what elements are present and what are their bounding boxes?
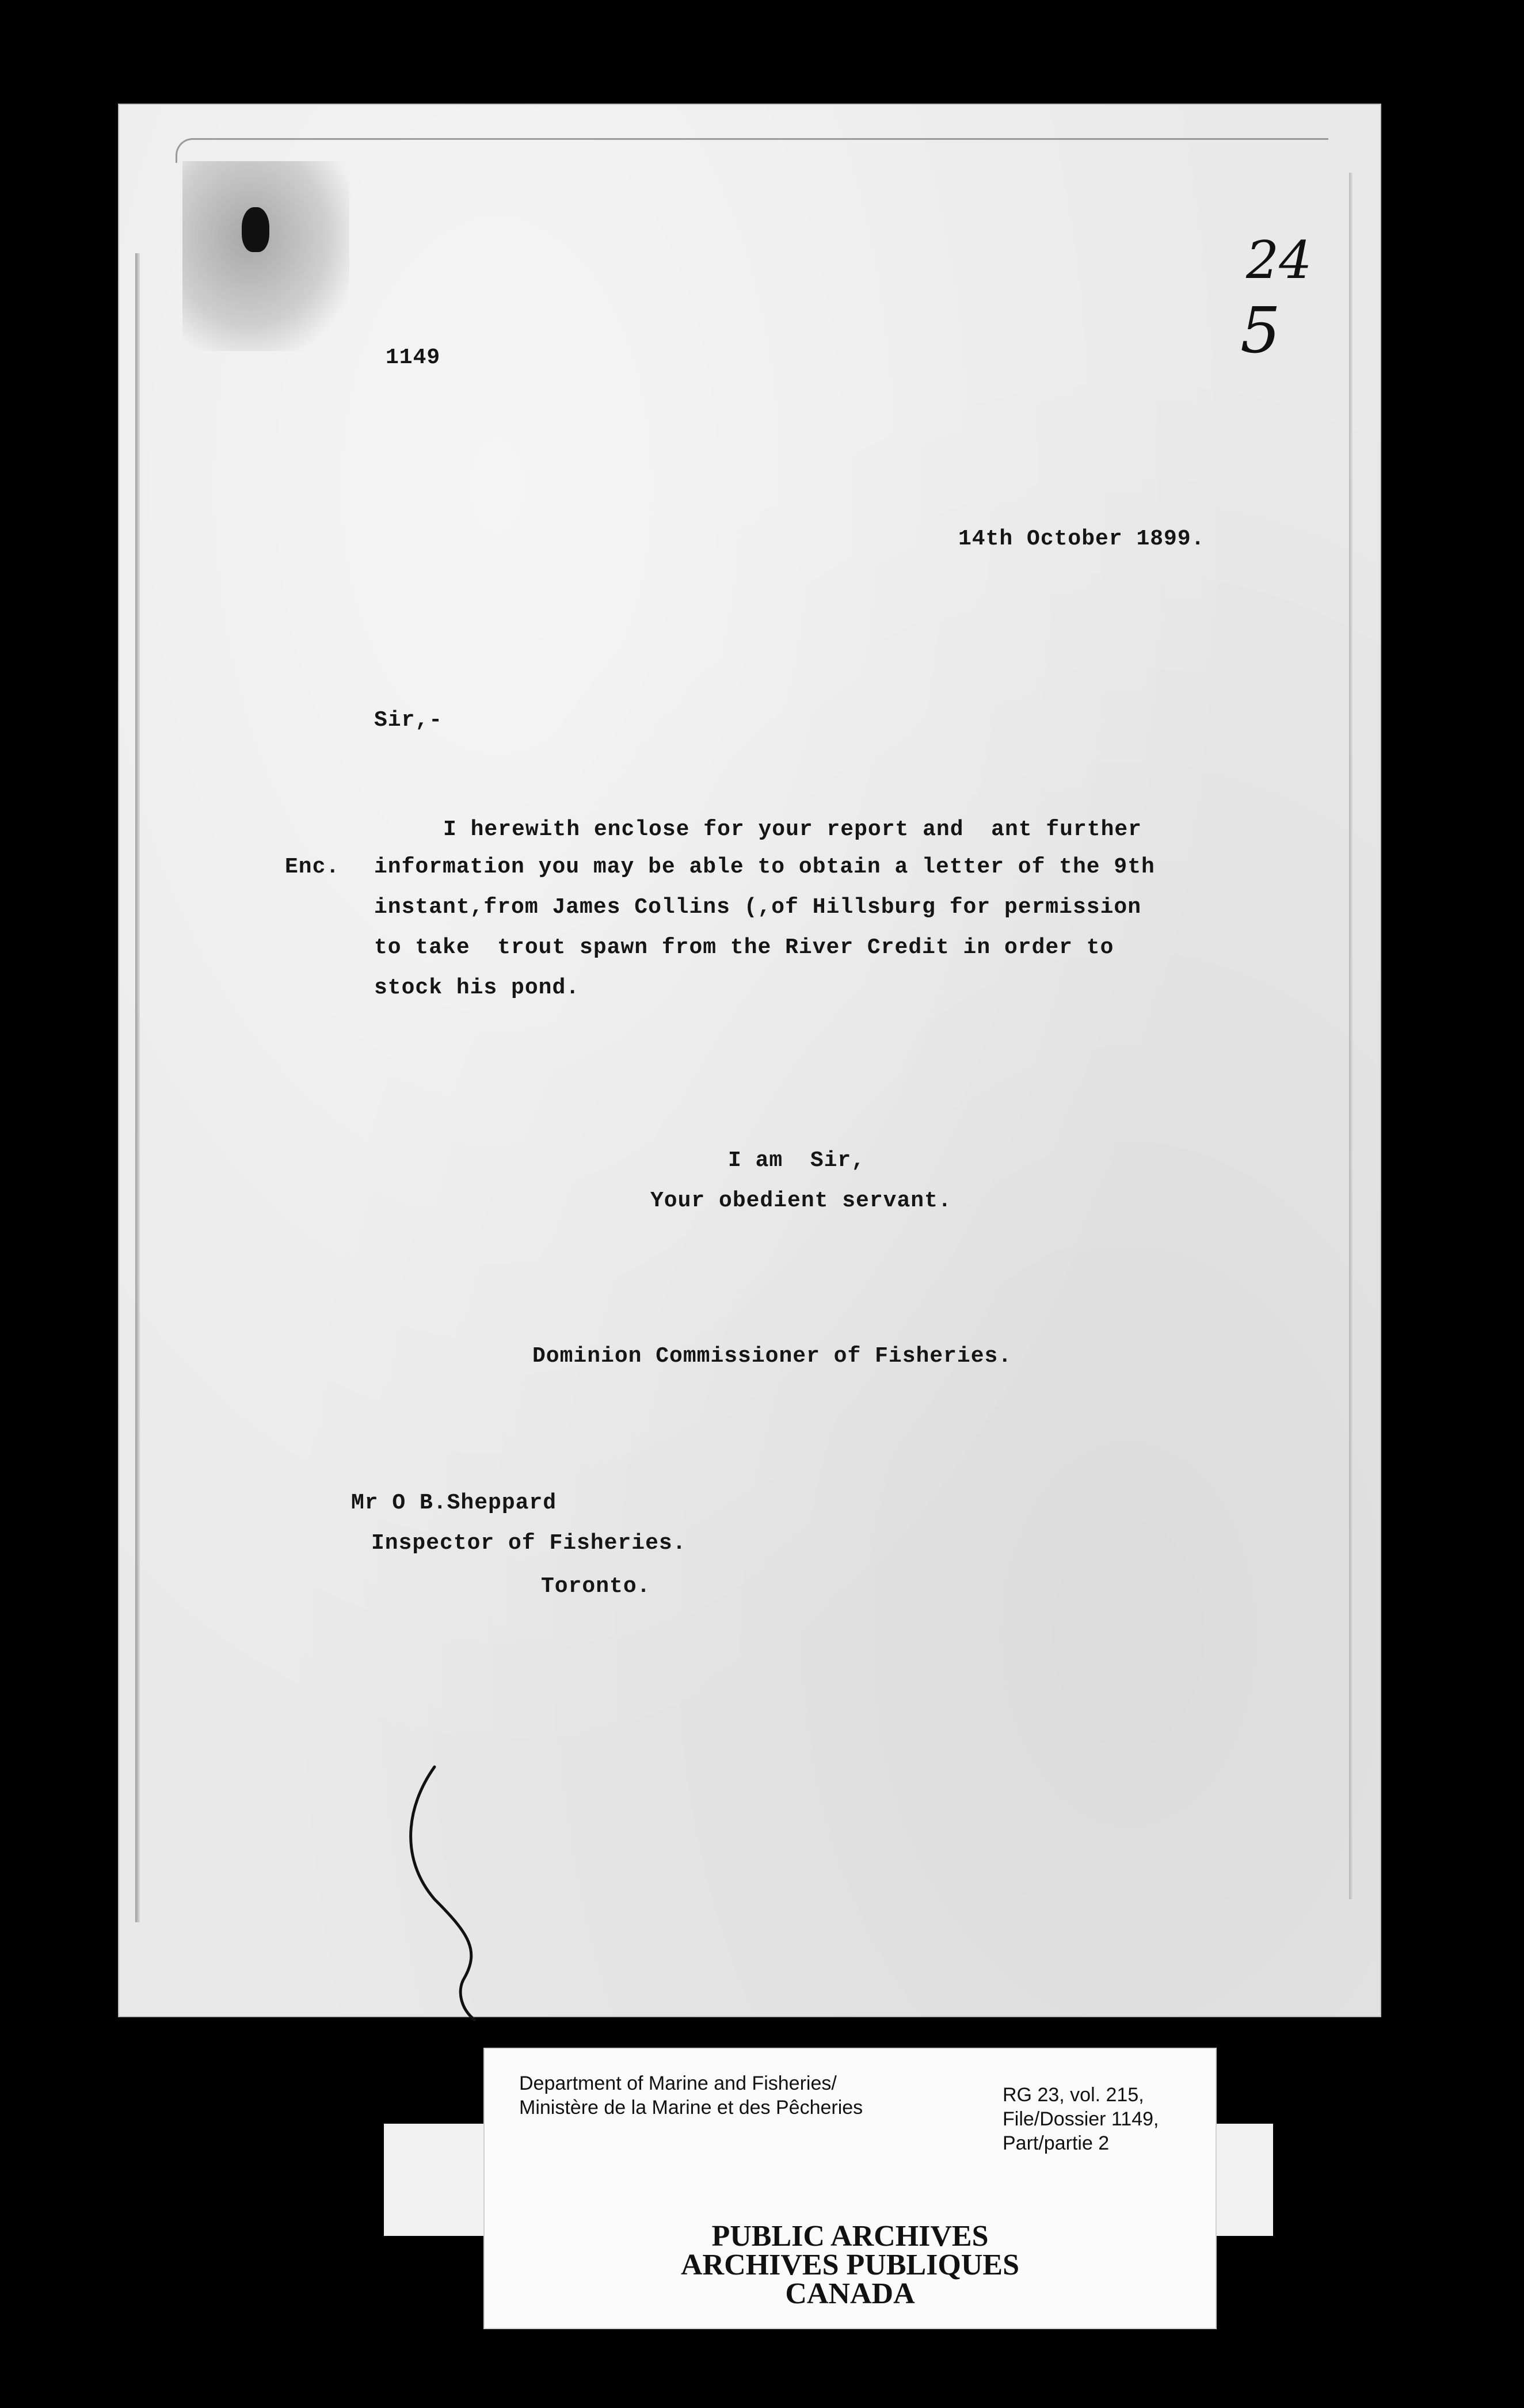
- department-en: Department of Marine and Fisheries/: [519, 2072, 837, 2094]
- page-edge-right: [1349, 173, 1352, 1899]
- page-edge-left: [135, 253, 140, 1922]
- archive-label: [485, 2049, 1216, 2328]
- body-line: to take trout spawn from the River Credit in order to: [374, 935, 1114, 960]
- archive-ref: Part/partie 2: [1003, 2132, 1110, 2154]
- closing-line: I am Sir,: [728, 1148, 866, 1173]
- ink-blot: [242, 207, 269, 252]
- letter-page: [118, 104, 1381, 2017]
- body-line: I herewith enclose for your report and ant further: [443, 817, 1142, 842]
- salutation: Sir,-: [374, 708, 443, 733]
- body-line: stock his pond.: [374, 976, 580, 1000]
- handwritten-page-number: 24: [1246, 230, 1312, 291]
- archive-ref: RG 23, vol. 215,: [1003, 2084, 1144, 2106]
- recipient-city: Toronto.: [541, 1574, 651, 1599]
- page-edge-top: [176, 138, 1328, 163]
- recipient-title: Inspector of Fisheries.: [371, 1531, 687, 1556]
- body-line: instant,from James Collins (,of Hillsburg for permission: [374, 895, 1142, 920]
- enclosure-note: Enc.: [285, 855, 340, 879]
- department-fr: Ministère de la Marine et des Pêcheries: [519, 2097, 863, 2119]
- recipient-name: Mr O B.Sheppard: [351, 1491, 557, 1515]
- signature-title: Dominion Commissioner of Fisheries.: [532, 1344, 1012, 1369]
- stamp-line: CANADA: [785, 2277, 915, 2310]
- handwritten-bracket: [394, 1761, 498, 2026]
- letter-date: 14th October 1899.: [958, 527, 1205, 551]
- file-number: 1149: [386, 345, 441, 370]
- body-line: information you may be able to obtain a letter of the 9th: [374, 855, 1155, 879]
- handwritten-mark: 5: [1240, 294, 1281, 367]
- stamp-line: ARCHIVES PUBLIQUES: [680, 2249, 1020, 2281]
- paper-stain: [182, 161, 349, 351]
- stamp-line: PUBLIC ARCHIVES: [711, 2220, 989, 2253]
- closing-line: Your obedient servant.: [650, 1188, 952, 1213]
- archive-ref: File/Dossier 1149,: [1003, 2108, 1159, 2130]
